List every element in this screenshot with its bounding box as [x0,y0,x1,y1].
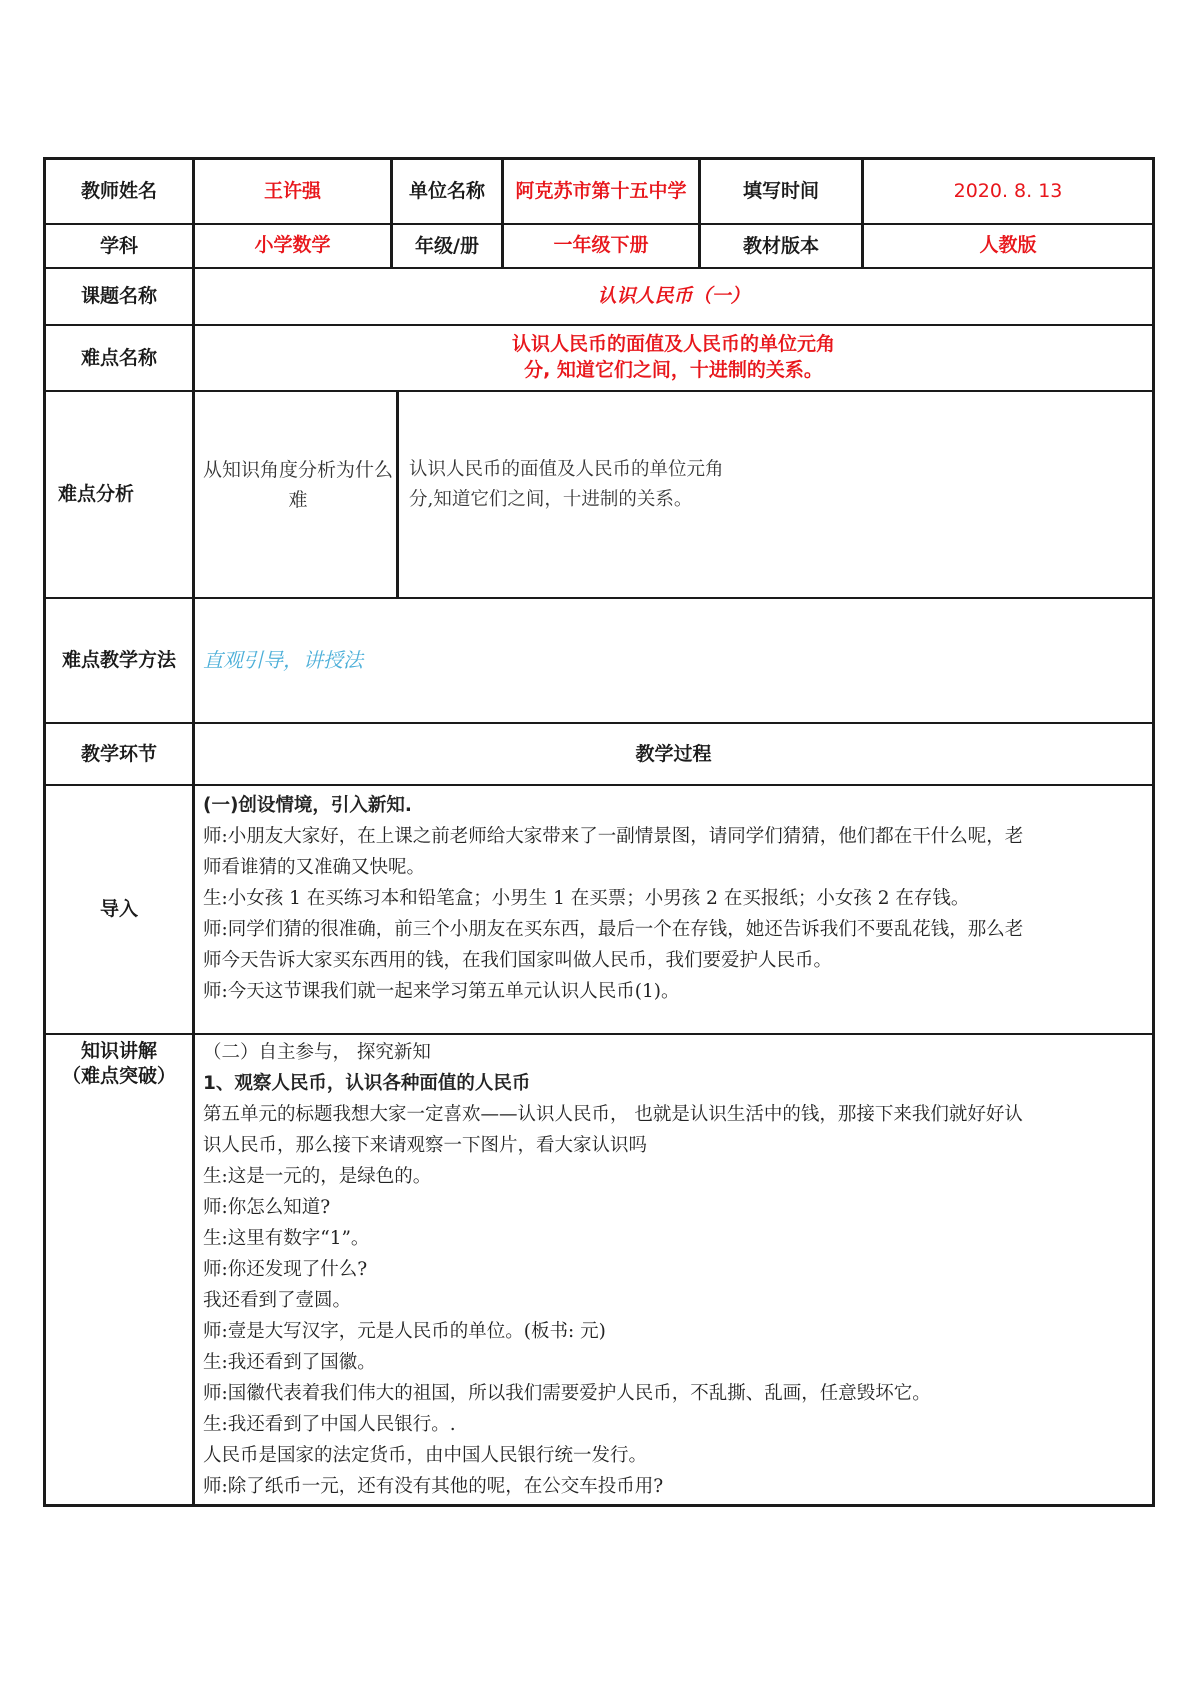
knowledge-label-line-2: （难点突破） [61,1064,176,1087]
knowledge-line: 生:我还看到了中国人民银行。. [203,1414,456,1435]
knowledge-line: 师:除了纸币一元，还有没有其他的呢，在公交车投币用? [203,1476,664,1497]
intro-heading: (一)创设情境，引入新知. [203,795,412,816]
analysis-label: 难点分析 [57,483,134,506]
knowledge-line: 师:你怎么知道? [203,1197,331,1218]
teacher-label: 教师姓名 [80,180,157,203]
intro-line: 师:同学们猜的很准确，前三个小朋友在买东西，最后一个在存钱，她还告诉我们不要乱花钱，那么老 [203,919,1024,940]
knowledge-line: 生:这里有数字“1”。 [203,1228,370,1249]
knowledge-heading: （二）自主参与， 探究新知 [203,1042,431,1063]
rule [43,784,1155,786]
knowledge-line: 人民币是国家的法定货币，由中国人民银行统一发行。 [203,1445,648,1466]
date-value: 2020. 8. 13 [953,179,1063,202]
knowledge-line: 生:我还看到了国徽。 [203,1352,376,1373]
knowledge-line: 生:这是一元的，是绿色的。 [203,1166,432,1187]
edition-value: 人教版 [979,234,1037,257]
topic-value: 认识人民币（一） [597,284,750,307]
grade-label: 年级/册 [415,234,479,257]
subject-label: 学科 [99,234,138,257]
intro-line: 师:小朋友大家好，在上课之前老师给大家带来了一副情景图，请同学们猜猜，他们都在干什么呢，老 [203,826,1024,847]
lesson-plan-table [43,157,1155,1507]
knowledge-line: 师:壹是大写汉字，元是人民币的单位。(板书: 元) [203,1321,606,1342]
knowledge-line: 师:国徽代表着我们伟大的祖国，所以我们需要爱护人民币，不乱撕、乱画，任意毁坏它。 [203,1383,931,1404]
difficulty-line-1: 认识人民币的面值及人民币的单位元角 [511,333,835,356]
stage-header: 教学环节 [80,742,157,765]
intro-line: 师:今天这节课我们就一起来学习第五单元认识人民币(1)。 [203,981,680,1002]
subject-value: 小学数学 [254,234,331,257]
teacher-value: 王许强 [263,179,321,202]
analysis-line-2: 分,知道它们之间，十进制的关系。 [409,488,693,510]
method-label: 难点教学方法 [61,649,176,672]
knowledge-label-line-1: 知识讲解 [80,1040,157,1062]
unit-value: 阿克苏市第十五中学 [515,179,687,202]
intro-line: 师看谁猜的又准确又快呢。 [203,857,426,878]
knowledge-line: 第五单元的标题我想大家一定喜欢——认识人民币， 也就是认识生活中的钱，那接下来我们就好好认 [203,1104,1023,1125]
difficulty-line-2: 分, 知道它们之间，十进制的关系。 [524,359,823,381]
knowledge-subheading: 1、观察人民币，认识各种面值的人民币 [203,1073,531,1094]
knowledge-line: 我还看到了壹圆。 [203,1290,352,1311]
knowledge-line: 师:你还发现了什么? [203,1259,368,1280]
unit-label: 单位名称 [408,180,485,203]
intro-line: 师今天告诉大家买东西用的钱，在我们国家叫做人民币，我们要爱护人民币。 [203,950,833,971]
knowledge-content [203,1037,1149,1502]
difficulty-value [195,326,1152,390]
edition-label: 教材版本 [742,234,819,257]
rule [43,390,1155,392]
rule [43,1504,1155,1507]
rule [43,597,1155,599]
intro-line: 生:小女孩 1 在买练习本和铅笔盒；小男生 1 在买票；小男孩 2 在买报纸；小女孩 2 在存钱。 [203,888,970,909]
intro-label: 导入 [99,898,138,921]
knowledge-label [46,1037,192,1097]
knowledge-line: 识人民币，那么接下来请观察一下图片，看大家认识吗 [203,1135,648,1156]
grade-value: 一年级下册 [553,234,649,257]
intro-content [203,790,1149,1030]
analysis-text [409,455,1139,535]
topic-label: 课题名称 [80,285,157,308]
analysis-sub-label: 从知识角度分析为什么难 [203,459,394,512]
analysis-line-1: 认识人民币的面值及人民币的单位元角 [409,459,724,480]
process-header: 教学过程 [635,742,712,765]
rule [43,1033,1155,1035]
rule [1152,157,1155,1507]
method-value: 直观引导，讲授法 [203,648,363,672]
difficulty-label: 难点名称 [80,346,157,369]
date-label: 填写时间 [742,180,819,203]
rule [396,390,399,599]
